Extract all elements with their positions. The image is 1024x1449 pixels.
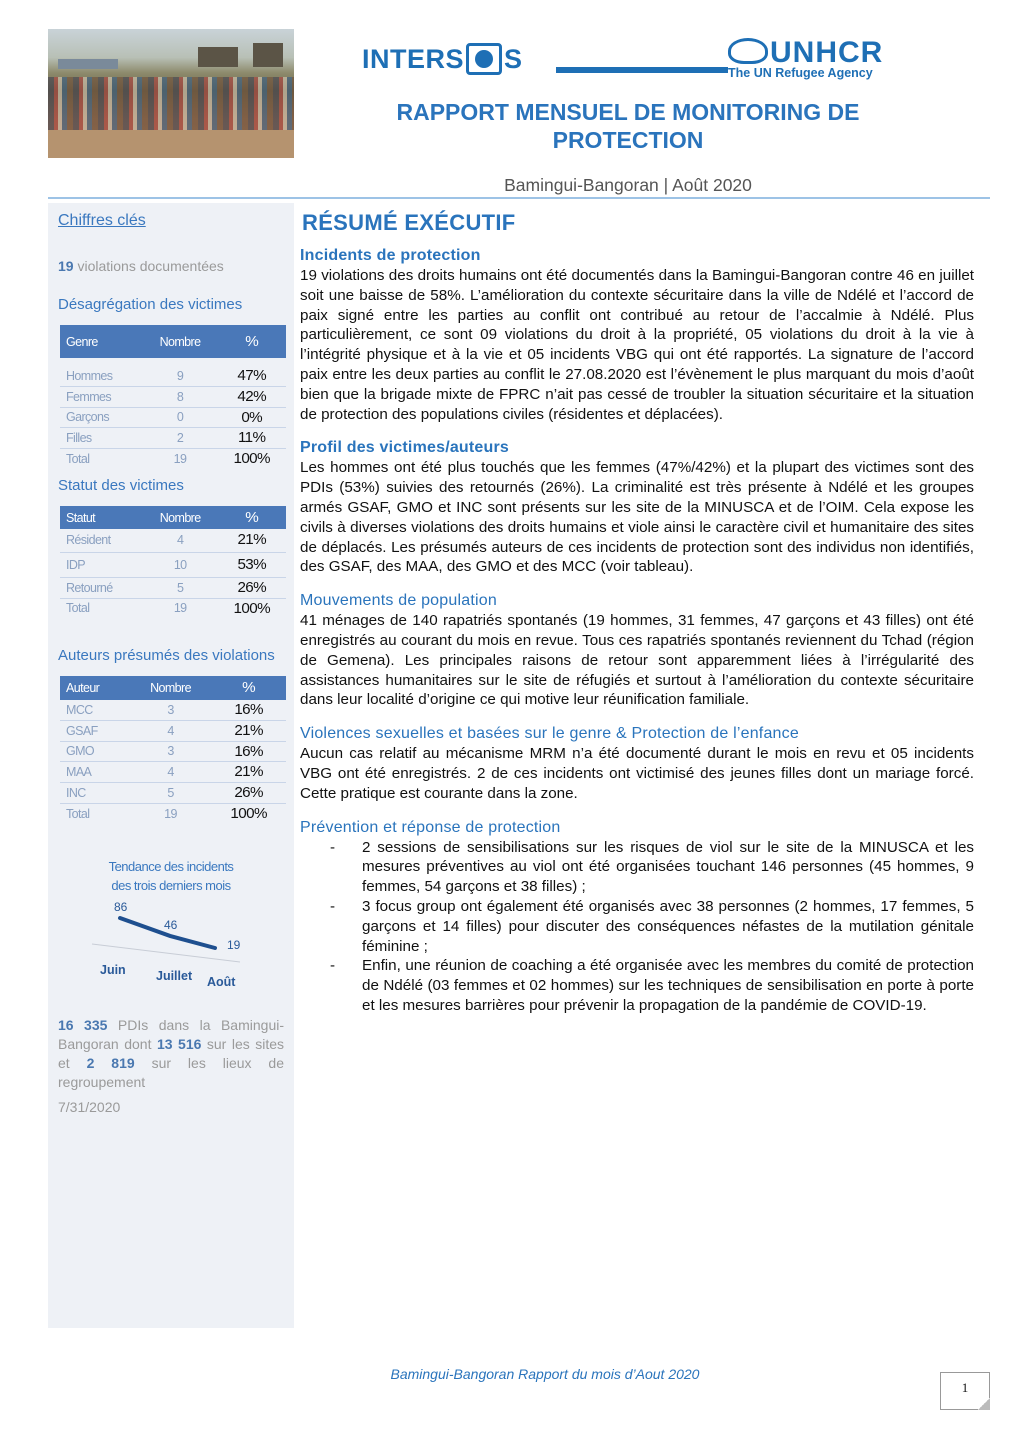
table-header: % — [217, 325, 286, 358]
violations-count: 19 violations documentées — [58, 258, 224, 274]
victim-profile-text: Les hommes ont été plus touchés que les femmes (47%/42%) et la plupart des victimes sont des PDIs (53%) suivies des retournés (26%). La criminalité est très présente à Ndélé et les groupes armés GSAF, GMO et INC sont présents sur les site de la MINUSCA et de l’OIM. Cela expose les civils à diverses violations des droits humains et viole ainsi le caractère civil et humanitaire des sites de déplacés. Les présumés auteurs de ces incidents de protection sont des individus non identifiés, des GSAF, des MAA, des GMO et des MCC (voir tableau). — [300, 459, 974, 576]
executive-summary — [300, 210, 974, 1016]
globe-icon — [466, 43, 502, 75]
table-row: INC 5 26% — [60, 783, 286, 804]
idp-summary: 16 335 PDIs dans la Bamingui-Bangoran dont 13 516 sur les sites et 2 819 sur les lieux de regroupement — [58, 1017, 285, 1090]
chart-category-label: Juillet — [156, 969, 193, 983]
list-item: - Enfin, une réunion de coaching a été organisée avec les membres du comité de protection de Ndélé (03 femmes et 02 hommes) sur les techniques de sensibilisation en porte à porte et les mesures barrières pour prévenir la propagation de la pandémie de COVID-19. — [300, 956, 974, 1015]
table-row: Hommes 9 47% — [60, 366, 286, 386]
table-row: Total 19 100% — [66, 599, 270, 617]
trend-chart-title: Tendance des incidents des trois derniers mois — [108, 859, 234, 893]
table-header: Statut — [60, 506, 143, 529]
victim-profile-heading: Profil des victimes/auteurs — [300, 439, 510, 457]
population-movement-heading: Mouvements de population — [300, 592, 497, 610]
gender-table — [60, 325, 286, 469]
unhcr-emblem-icon — [728, 38, 768, 64]
table-row: Total 19 100% — [66, 450, 270, 468]
key-figures-heading[interactable]: Chiffres clés — [58, 212, 146, 229]
prevention-response-list — [300, 838, 974, 1016]
data-date: 7/31/2020 — [58, 1099, 121, 1115]
protection-incidents-heading: Incidents de protection — [300, 247, 481, 264]
table-row: MAA 4 21% — [60, 762, 286, 783]
victims-breakdown-heading: Désagrégation des victimes — [58, 296, 243, 313]
list-item: - 2 sessions de sensibilisations sur les risques de viol sur le site de la MINUSCA et les mesures préventives au viol ont été organisées touchant 146 personnes (45 hommes, 9 femmes, 54 garçons et 38 filles) ; — [300, 838, 974, 897]
list-item: - 3 focus group ont également été organisés avec 38 personnes (2 hommes, 17 femmes, 5 garçons et 14 filles) pour discuter des conséquences néfastes de la mutilation génitale féminine ; — [300, 897, 974, 956]
table-header: Genre — [60, 325, 143, 358]
perpetrators-heading: Auteurs présumés des violations — [58, 647, 275, 664]
table-row: Filles 2 11% — [60, 428, 286, 449]
table-row: GSAF 4 21% — [60, 720, 286, 741]
report-subtitle: Bamingui-Bangoran | Août 2020 — [504, 175, 752, 195]
table-row: IDP 10 53% — [60, 552, 286, 577]
trend-line-chart — [80, 900, 260, 995]
perpetrators-table — [60, 676, 286, 824]
page-footer: Bamingui-Bangoran Rapport du mois d’Aout 2020 — [390, 1366, 700, 1382]
header-divider — [556, 67, 728, 73]
gbv-child-protection-text: Aucun cas relatif au mécanisme MRM n’a été documenté durant le mois en revu et 05 incidents VBG ont été enregistrés. 2 de ces incidents ont victimisé des jeunes filles dont un mariage forcé. Cette pratique est courante dans la zone. — [300, 745, 974, 802]
table-row: GMO 3 16% — [60, 741, 286, 762]
header-rule — [48, 197, 990, 199]
table-row: Femmes 8 42% — [60, 386, 286, 407]
cover-photo — [48, 29, 294, 158]
report-title: RAPPORT MENSUEL DE MONITORING DE PROTECTION — [396, 99, 860, 153]
table-header: Nombre — [130, 676, 212, 700]
table-header: Nombre — [143, 506, 218, 529]
prevention-response-heading: Prévention et réponse de protection — [300, 818, 561, 836]
table-row: Retourné 5 26% — [60, 577, 286, 598]
page-number: 1 — [940, 1372, 990, 1410]
intersos-logo: INTERS S — [362, 43, 523, 74]
table-header: % — [218, 506, 286, 529]
unhcr-logo: UNHCR The UN Refugee Agency — [728, 36, 884, 80]
section-title: RÉSUMÉ EXÉCUTIF — [302, 210, 516, 235]
protection-incidents-text: 19 violations des droits humains ont été documentés dans la Bamingui-Bangoran contre 46 en juillet soit une baisse de 58%. L’amélioration du contexte sécuritaire dans la ville de Ndélé et l’accord de paix signé entre les parties au conflit ont contribué au retour de l’accalmie à Ndélé. Plus particulièrement, ce sont 09 violations du droit à la propriété, 05 violations du droit à la vie à l’intégrité physique et à la vie et 05 incidents VBG qui ont été rapportés. La signature de l’accord paix entre les deux parties au conflit le 27.08.2020 est l’évènement le plus marquant du mois d’août bien que la brigade mixte de FPRC n’ait pas cessé de troubler la situation sécuritaire et la situation de protection des populations civiles (résidentes et déplacées). — [300, 267, 974, 423]
table-row: MCC 3 16% — [60, 700, 286, 720]
chart-category-label: Août — [207, 975, 236, 989]
table-header: % — [211, 676, 286, 700]
table-header: Auteur — [60, 676, 130, 700]
table-row: Résident 4 21% — [60, 529, 286, 552]
population-movement-text: 41 ménages de 140 rapatriés spontanés (19 hommes, 31 femmes, 47 garçons et 43 filles) ont été enregistrés au courant du mois en revue. Tous ces rapatriés spontanés reviennent du Tchad (région de Gemena). Les principales raisons de retour sont apparemment liées à l’irrégularité des assistances humanitaires sur le site de réfugiés et surtout à l’amélioration du contexte sécuritaire dans leur localité d’origine ce qui motive leur réunification familiale. — [300, 612, 974, 709]
chart-data-label: 86 — [114, 900, 128, 914]
status-heading: Statut des victimes — [58, 477, 184, 494]
chart-category-label: Juin — [100, 963, 126, 977]
table-row: Garçons 0 0% — [60, 407, 286, 428]
chart-data-label: 46 — [164, 917, 178, 932]
table-row: Total 19 100% — [66, 804, 267, 822]
table-header: Nombre — [143, 325, 218, 358]
status-table — [60, 506, 286, 618]
chart-data-label: 19 — [227, 938, 241, 952]
gbv-child-protection-heading: Violences sexuelles et basées sur le genre & Protection de l’enfance — [300, 725, 799, 743]
chart-baseline — [92, 944, 240, 962]
